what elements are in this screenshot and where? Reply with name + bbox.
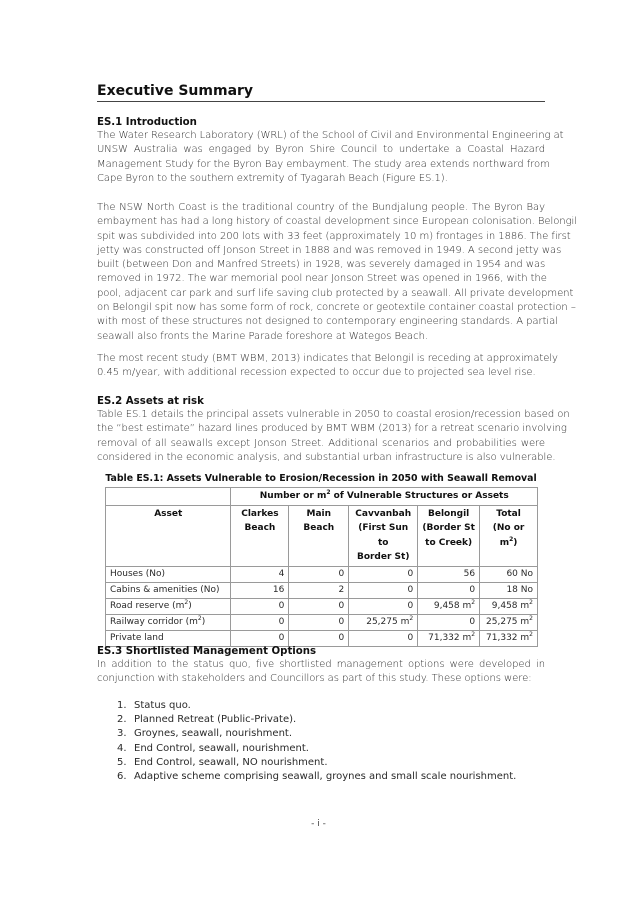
superscript: 2 [471, 631, 476, 638]
text-line: seawall also fronts the Marine Parade foreshore at Wategos Beach. [97, 330, 429, 342]
cell-asset [106, 614, 231, 630]
cell-text: 4 [278, 569, 285, 579]
header-text: Main Beach [303, 508, 335, 533]
text-line: The NSW North Coast is the traditional country of the Bundjalung people. The Byron Bay [97, 202, 545, 213]
header-text: Belongil [428, 508, 470, 519]
cell-total [480, 630, 538, 646]
header-text: Asset [154, 508, 183, 519]
list-number: 4. [117, 742, 127, 754]
table-group-header-row [106, 488, 538, 506]
list-item [97, 742, 516, 756]
closing-paren: ) [201, 617, 206, 627]
text-line: Table ES.1 details the principal assets vulnerable in 2050 to coastal erosion/recession based on [97, 409, 570, 420]
text-line: embayment has had a long history of coastal development since European colonisation. Belongil [97, 216, 577, 228]
header-text: Border St) [356, 552, 410, 562]
cell-clarkes-beach [231, 566, 289, 582]
cell-total [480, 566, 538, 582]
list-text: Adaptive scheme comprising seawall, groynes and small scale nourishment. [134, 771, 517, 783]
cell-belongil [418, 614, 480, 630]
cell-cavvanbah [349, 566, 418, 582]
group-header-tail: of Vulnerable Structures or Assets [330, 491, 509, 501]
table-row [106, 630, 538, 646]
cell-clarkes-beach [231, 630, 289, 646]
cell-text: 0 [278, 633, 285, 643]
cell-belongil [418, 582, 480, 598]
list-number: 1. [117, 700, 127, 711]
header-text: Beach [244, 523, 276, 533]
cell-text: 2 [338, 585, 345, 595]
text-line: UNSW Australia was engaged by Byron Shire Council to undertake a Coastal Hazard [97, 144, 545, 156]
cell-asset [106, 566, 231, 582]
list-item [97, 756, 516, 770]
text-line: removed in 1972. The war memorial pool near Jonson Street was opened in 1966, with the [97, 273, 547, 285]
table-row [106, 614, 538, 630]
section-title-management-options: ES.3 Shortlisted Management Options [97, 646, 317, 657]
table-row [106, 566, 538, 582]
intro-paragraph-1 [97, 129, 564, 186]
header-text: (Border St [422, 523, 475, 533]
superscript: 2 [184, 599, 189, 606]
options-list [97, 699, 516, 784]
col-header-asset [106, 505, 231, 566]
cell-text: Houses (No) [110, 569, 166, 579]
page-number: - i - [311, 819, 326, 829]
cell-total [480, 614, 538, 630]
cell-text: 0 [407, 585, 414, 595]
list-item [97, 770, 516, 784]
cell-cavvanbah [349, 598, 418, 614]
cell-text: 0 [407, 601, 414, 611]
cell-text: Private land [110, 633, 164, 643]
text-line: with most of these structures not designed to contemporary engineering standards. A partial [97, 316, 558, 328]
table-header-blank [106, 488, 231, 506]
cell-text: 60 No [506, 569, 533, 579]
cell-clarkes-beach [231, 598, 289, 614]
table-group-header [231, 488, 538, 506]
col-header-main [289, 505, 349, 566]
cell-text: 0 [469, 617, 476, 627]
list-item [97, 727, 516, 741]
superscript: 2 [509, 535, 514, 543]
section-title-assets-at-risk: ES.2 Assets at risk [97, 396, 204, 407]
cell-belongil [418, 598, 480, 614]
cell-text: 9,458 m [433, 601, 472, 611]
cell-clarkes-beach [231, 614, 289, 630]
cell-text: Railway corridor (m [110, 617, 198, 627]
list-number: 3. [117, 728, 127, 740]
list-text: Planned Retreat (Public-Private). [134, 714, 297, 726]
cell-text: 0 [407, 633, 414, 643]
cell-asset [106, 582, 231, 598]
assets-table [105, 487, 538, 647]
cell-clarkes-beach [231, 582, 289, 598]
header-text: ) [513, 537, 518, 548]
cell-cavvanbah [349, 614, 418, 630]
table-column-header-row [106, 505, 538, 566]
text-line: conjunction with stakeholders and Councillors as part of this study. These options were: [97, 673, 532, 685]
cell-total [480, 598, 538, 614]
header-text: Clarkes [241, 508, 279, 519]
closing-paren: ) [188, 601, 192, 611]
superscript: 2 [529, 615, 533, 622]
cell-cavvanbah [349, 582, 418, 598]
intro-paragraph-3 [97, 352, 558, 381]
page-title: Executive Summary [97, 83, 545, 102]
header-text: (No or m [492, 523, 525, 548]
cell-text: 0 [407, 569, 414, 579]
superscript: 2 [529, 599, 533, 606]
cell-text: 0 [338, 633, 345, 643]
text-line: 0.45 m/year, with additional recession expected to occur due to projected sea level rise. [97, 367, 536, 379]
options-intro-paragraph [97, 658, 545, 687]
text-line: built (between Don and Manfred Streets) in 1928, was severely damaged in 1954 and was [97, 259, 546, 271]
text-line: jetty was constructed off Jonson Street in 1888 and was removed in 1949. A second jetty was [97, 244, 562, 256]
cell-belongil [418, 630, 480, 646]
cell-main-beach [289, 630, 349, 646]
cell-main-beach [289, 582, 349, 598]
cell-total [480, 582, 538, 598]
text-line: Cape Byron to the southern extremity of Tyagarah Beach (Figure ES.1). [97, 172, 448, 184]
cell-text: 71,332 m [428, 633, 472, 643]
superscript: 2 [409, 615, 414, 622]
table-row [106, 598, 538, 614]
cell-text: 0 [338, 569, 345, 579]
text-line: removal of all seawalls except Jonson Street. Additional scenarios and probabilities were [97, 437, 545, 449]
text-line: In addition to the status quo, five shortlisted management options were developed in [97, 659, 545, 670]
list-text: End Control, seawall, NO nourishment. [134, 756, 328, 768]
table-caption: Table ES.1: Assets Vulnerable to Erosion/Recession in 2050 with Seawall Removal [105, 473, 537, 484]
list-item [97, 699, 516, 713]
cell-text: 9,458 m [491, 601, 530, 611]
cell-text: 0 [338, 617, 345, 627]
list-number: 5. [117, 756, 127, 768]
header-text: to Creek) [425, 537, 473, 548]
cell-main-beach [289, 614, 349, 630]
cell-text: 18 No [506, 585, 533, 595]
col-header-total [480, 505, 538, 566]
cell-belongil [418, 566, 480, 582]
text-line: The most recent study (BMT WBM, 2013) indicates that Belongil is receding at approximately [97, 353, 558, 364]
text-line: Management Study for the Byron Bay embayment. The study area extends northward from [97, 158, 550, 170]
list-item [97, 713, 516, 727]
cell-text: 16 [272, 585, 285, 595]
text-line: the “best estimate” hazard lines produced by BMT WBM (2013) for a retreat scenario involving [97, 423, 567, 435]
header-text: (First Sun to [358, 523, 409, 548]
cell-cavvanbah [349, 630, 418, 646]
text-line: spit was subdivided into 200 lots with 33 feet (approximately 10 m) frontages in 1886. The first [97, 230, 571, 242]
list-number: 2. [117, 714, 127, 726]
text-line: The Water Research Laboratory (WRL) of the School of Civil and Environmental Engineering at [97, 130, 564, 141]
cell-text: 0 [278, 617, 285, 627]
cell-asset [106, 598, 231, 614]
assets-paragraph [97, 408, 570, 465]
cell-text: 0 [278, 601, 285, 611]
col-header-cavvanbah [349, 505, 418, 566]
cell-text: 25,275 m [366, 617, 410, 627]
text-line: pool, adjacent car park and surf life saving club protected by a seawall. All private development [97, 287, 574, 299]
cell-text: 56 [463, 569, 476, 579]
cell-text: 0 [469, 585, 476, 595]
cell-text: Cabins & amenities (No) [110, 585, 220, 595]
superscript: 2 [326, 489, 331, 496]
header-text: Total [496, 508, 521, 519]
cell-asset [106, 630, 231, 646]
cell-text: 0 [338, 601, 345, 611]
table-row [106, 582, 538, 598]
list-text: Groynes, seawall, nourishment. [134, 728, 293, 740]
cell-text: 25,275 m [486, 617, 530, 627]
cell-main-beach [289, 566, 349, 582]
intro-paragraph-2 [97, 201, 577, 344]
list-text: End Control, seawall, nourishment. [134, 742, 309, 754]
cell-text: 71,332 m [486, 633, 530, 643]
superscript: 2 [529, 631, 533, 638]
table-body [106, 566, 538, 646]
col-header-belongil [418, 505, 480, 566]
cell-text: Road reserve (m [110, 601, 185, 611]
text-line: on Belongil spit now has some form of rock, concrete or geotextile container coastal protection – [97, 302, 576, 314]
col-header-clarkes [231, 505, 289, 566]
header-text: Cavvanbah [355, 508, 412, 519]
section-title-introduction: ES.1 Introduction [97, 117, 197, 128]
group-header-text: Number or m [259, 491, 327, 501]
list-text: Status quo. [134, 700, 191, 711]
list-number: 6. [117, 771, 127, 783]
superscript: 2 [197, 615, 202, 622]
superscript: 2 [471, 599, 476, 606]
text-line: considered in the economic analysis, and substantial urban infrastructure is also vulnerable. [97, 451, 556, 463]
cell-main-beach [289, 598, 349, 614]
